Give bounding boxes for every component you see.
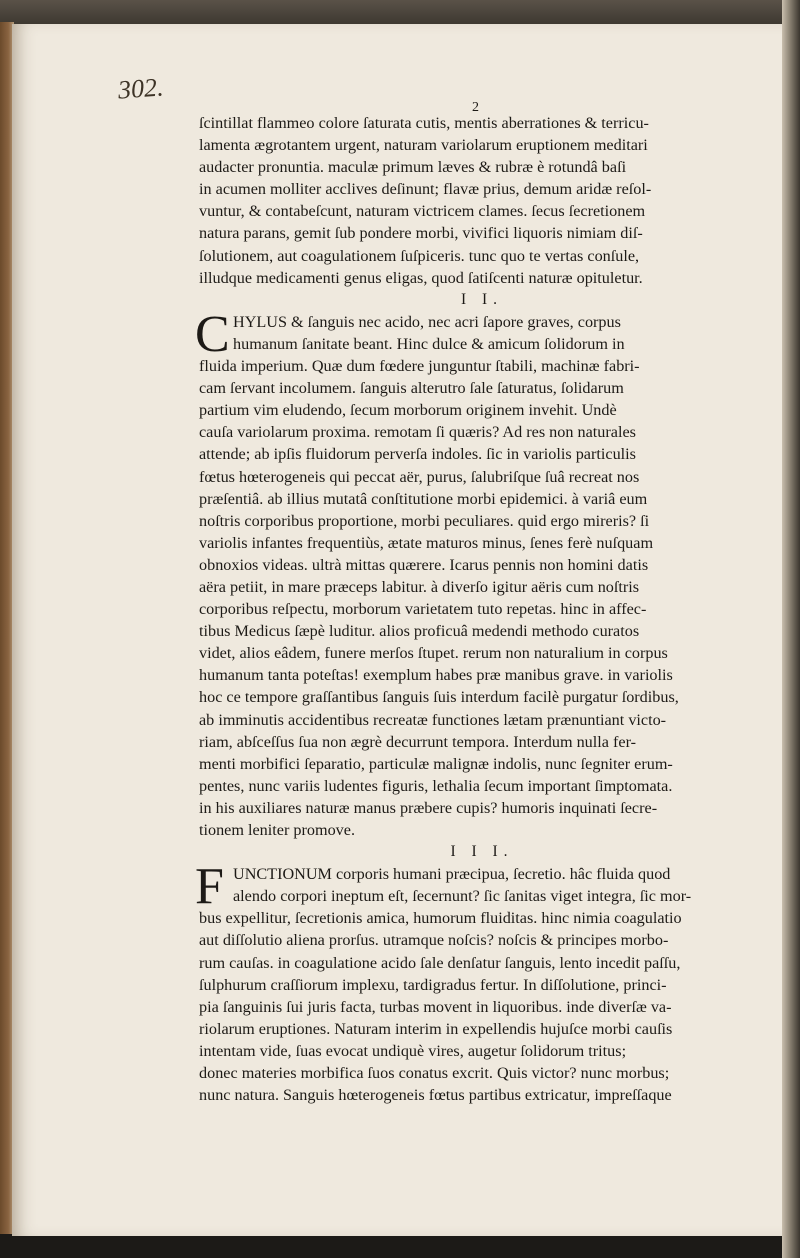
text-line: riolarum eruptiones. Naturam interim in expellendis hujuſce morbi cauſis <box>199 1019 673 1038</box>
text-line: bus expellitur, ſecretionis amica, humorum fluiditas. hinc nimia coagulatio <box>199 909 682 928</box>
text-line: cauſa variolarum proxima. remotam ſi quæris? Ad res non naturales <box>199 423 636 442</box>
text-line: cam ſervant incolumem. ſanguis alterutro ſale ſaturatus, ſolidarum <box>199 379 624 398</box>
text-line: pentes, nunc variis ludentes figuris, lethalia ſecum important ſimptomata. <box>199 776 673 795</box>
text-line: menti morbifici ſeparatio, particulæ malignæ indolis, nunc ſegniter erum- <box>199 754 673 773</box>
section-heading-2: I I. <box>460 290 504 308</box>
drop-cap-initial: F <box>195 858 224 916</box>
page-fore-edge <box>782 0 800 1258</box>
handwritten-folio-number: 302. <box>117 72 165 105</box>
section-2 <box>195 305 765 841</box>
text-line: aëra petiit, in mare præceps labitur. à diverſo igitur aëris cum noſtris <box>199 577 640 596</box>
text-line: ab imminutis accidentibus recreatæ functiones lætam prænuntiant victo- <box>199 710 667 729</box>
paragraph-1 <box>199 112 765 289</box>
text-line: videt, alios eâdem, funere merſos ſtupet. rerum non naturalium in corpus <box>199 644 668 663</box>
text-line: ſolutionem, aut coagulationem ſuſpiceris. tunc quo te vertas conſule, <box>199 246 640 265</box>
text-line: HYLUS & ſanguis nec acido, nec acri ſapore graves, corpus <box>233 312 621 331</box>
text-line: tionem leniter promove. <box>199 821 355 839</box>
text-line: ſulphurum craſſiorum implexu, tardigradus fertur. In diſſolutione, princi- <box>199 975 667 994</box>
text-line: vuntur, & contabeſcunt, naturam victricem clames. ſecus ſecretionem <box>199 202 646 221</box>
text-line: tibus Medicus ſæpè luditur. alios proficuâ medendi methodo curatos <box>199 622 640 641</box>
text-line: corporibus reſpectu, morborum varietatem tuto repetas. hinc in affec- <box>199 600 647 619</box>
text-line: audacter pronuntia. maculæ primum læves & rubræ è rotundâ baſi <box>199 158 627 177</box>
text-line: pia ſanguinis ſui juris facta, turbas movent in liquoribus. inde diverſæ va- <box>199 997 672 1016</box>
body-text <box>195 112 765 1106</box>
text-line: obnoxios videas. ultrà mittas quærere. Icarus pennis non homini datis <box>199 555 649 574</box>
text-line: ſcintillat flammeo colore ſaturata cutis, mentis aberrationes & terricu- <box>199 114 649 132</box>
text-line: natura parans, gemit ſub pondere morbi, vivifici liquoris nimiam diſ- <box>199 224 643 243</box>
text-line: fœtus hœterogeneis qui peccat aër, purus, ſalubriſque ſuâ recreat nos <box>199 467 640 486</box>
section-heading-3: I I I. <box>450 843 514 861</box>
text-line: partium vim eludendo, ſecum morborum originem invehit. Undè <box>199 401 617 420</box>
text-line: UNCTIONUM corporis humani præcipua, ſecretio. hâc fluida quod <box>233 865 671 884</box>
text-line: in his auxiliares naturæ manus præbere cupis? humoris inquinati ſecre- <box>199 798 658 817</box>
text-line: humanum tanta poteſtas! exemplum habes præ manibus grave. in variolis <box>199 666 673 685</box>
drop-cap-initial: C <box>195 305 230 363</box>
text-line: nunc natura. Sanguis hœterogeneis fœtus partibus extricatur, impreſſaque <box>199 1086 672 1105</box>
text-line: rum cauſas. in coagulatione acido ſale denſatur ſanguis, lento incedit paſſu, <box>199 953 681 972</box>
text-line: in acumen molliter acclives deſinunt; flavæ prius, demum aridæ reſol- <box>199 180 652 199</box>
text-line: attende; ab ipſis fluidorum perverſa indoles. ſic in variolis particulis <box>199 445 636 464</box>
text-line: donec materies morbifica ſuos conatus excrit. Quis victor? nunc morbus; <box>199 1064 670 1083</box>
text-line: noſtris corporibus proportione, morbi peculiares. quid ergo mireris? ſi <box>199 511 650 530</box>
text-line: aut diſſolutio aliena prorſus. utramque noſcis? noſcis & principes morbo- <box>199 931 669 950</box>
signature-mark: 2 <box>472 100 479 115</box>
text-line: humanum ſanitate beant. Hinc dulce & amicum ſolidorum in <box>233 334 625 353</box>
text-line: hoc ce tempore graſſantibus ſanguis ſuis interdum facilè purgatur ſordibus, <box>199 688 679 707</box>
text-line: riam, abſceſſus ſua non ægrè decurrunt tempora. Interdum nulla fer- <box>199 732 637 751</box>
text-line: illudque medicamenti genus eligas, quod ſatiſcenti naturæ opituletur. <box>199 268 643 287</box>
text-line: lamenta ægrotantem urgent, naturam variolarum eruptionem meditari <box>199 136 648 155</box>
text-line: præſentiâ. ab illius mutatâ conſtitutione morbi epidemici. à variâ eum <box>199 489 648 508</box>
text-line: alendo corpori ineptum eſt, ſecernunt? ſic ſanitas viget integra, ſic mor- <box>233 887 692 906</box>
section-3 <box>195 858 765 1106</box>
book-top-edge <box>0 0 800 26</box>
text-line: intentam vide, ſuas evocat undiquè vires, augetur ſolidorum tritus; <box>199 1041 627 1060</box>
text-line: variolis infantes frequentiùs, ætate maturos minus, ſenes ferè nuſquam <box>199 533 654 552</box>
text-line: fluida imperium. Quæ dum fœdere junguntur ſtabili, machinæ fabri- <box>199 357 640 376</box>
